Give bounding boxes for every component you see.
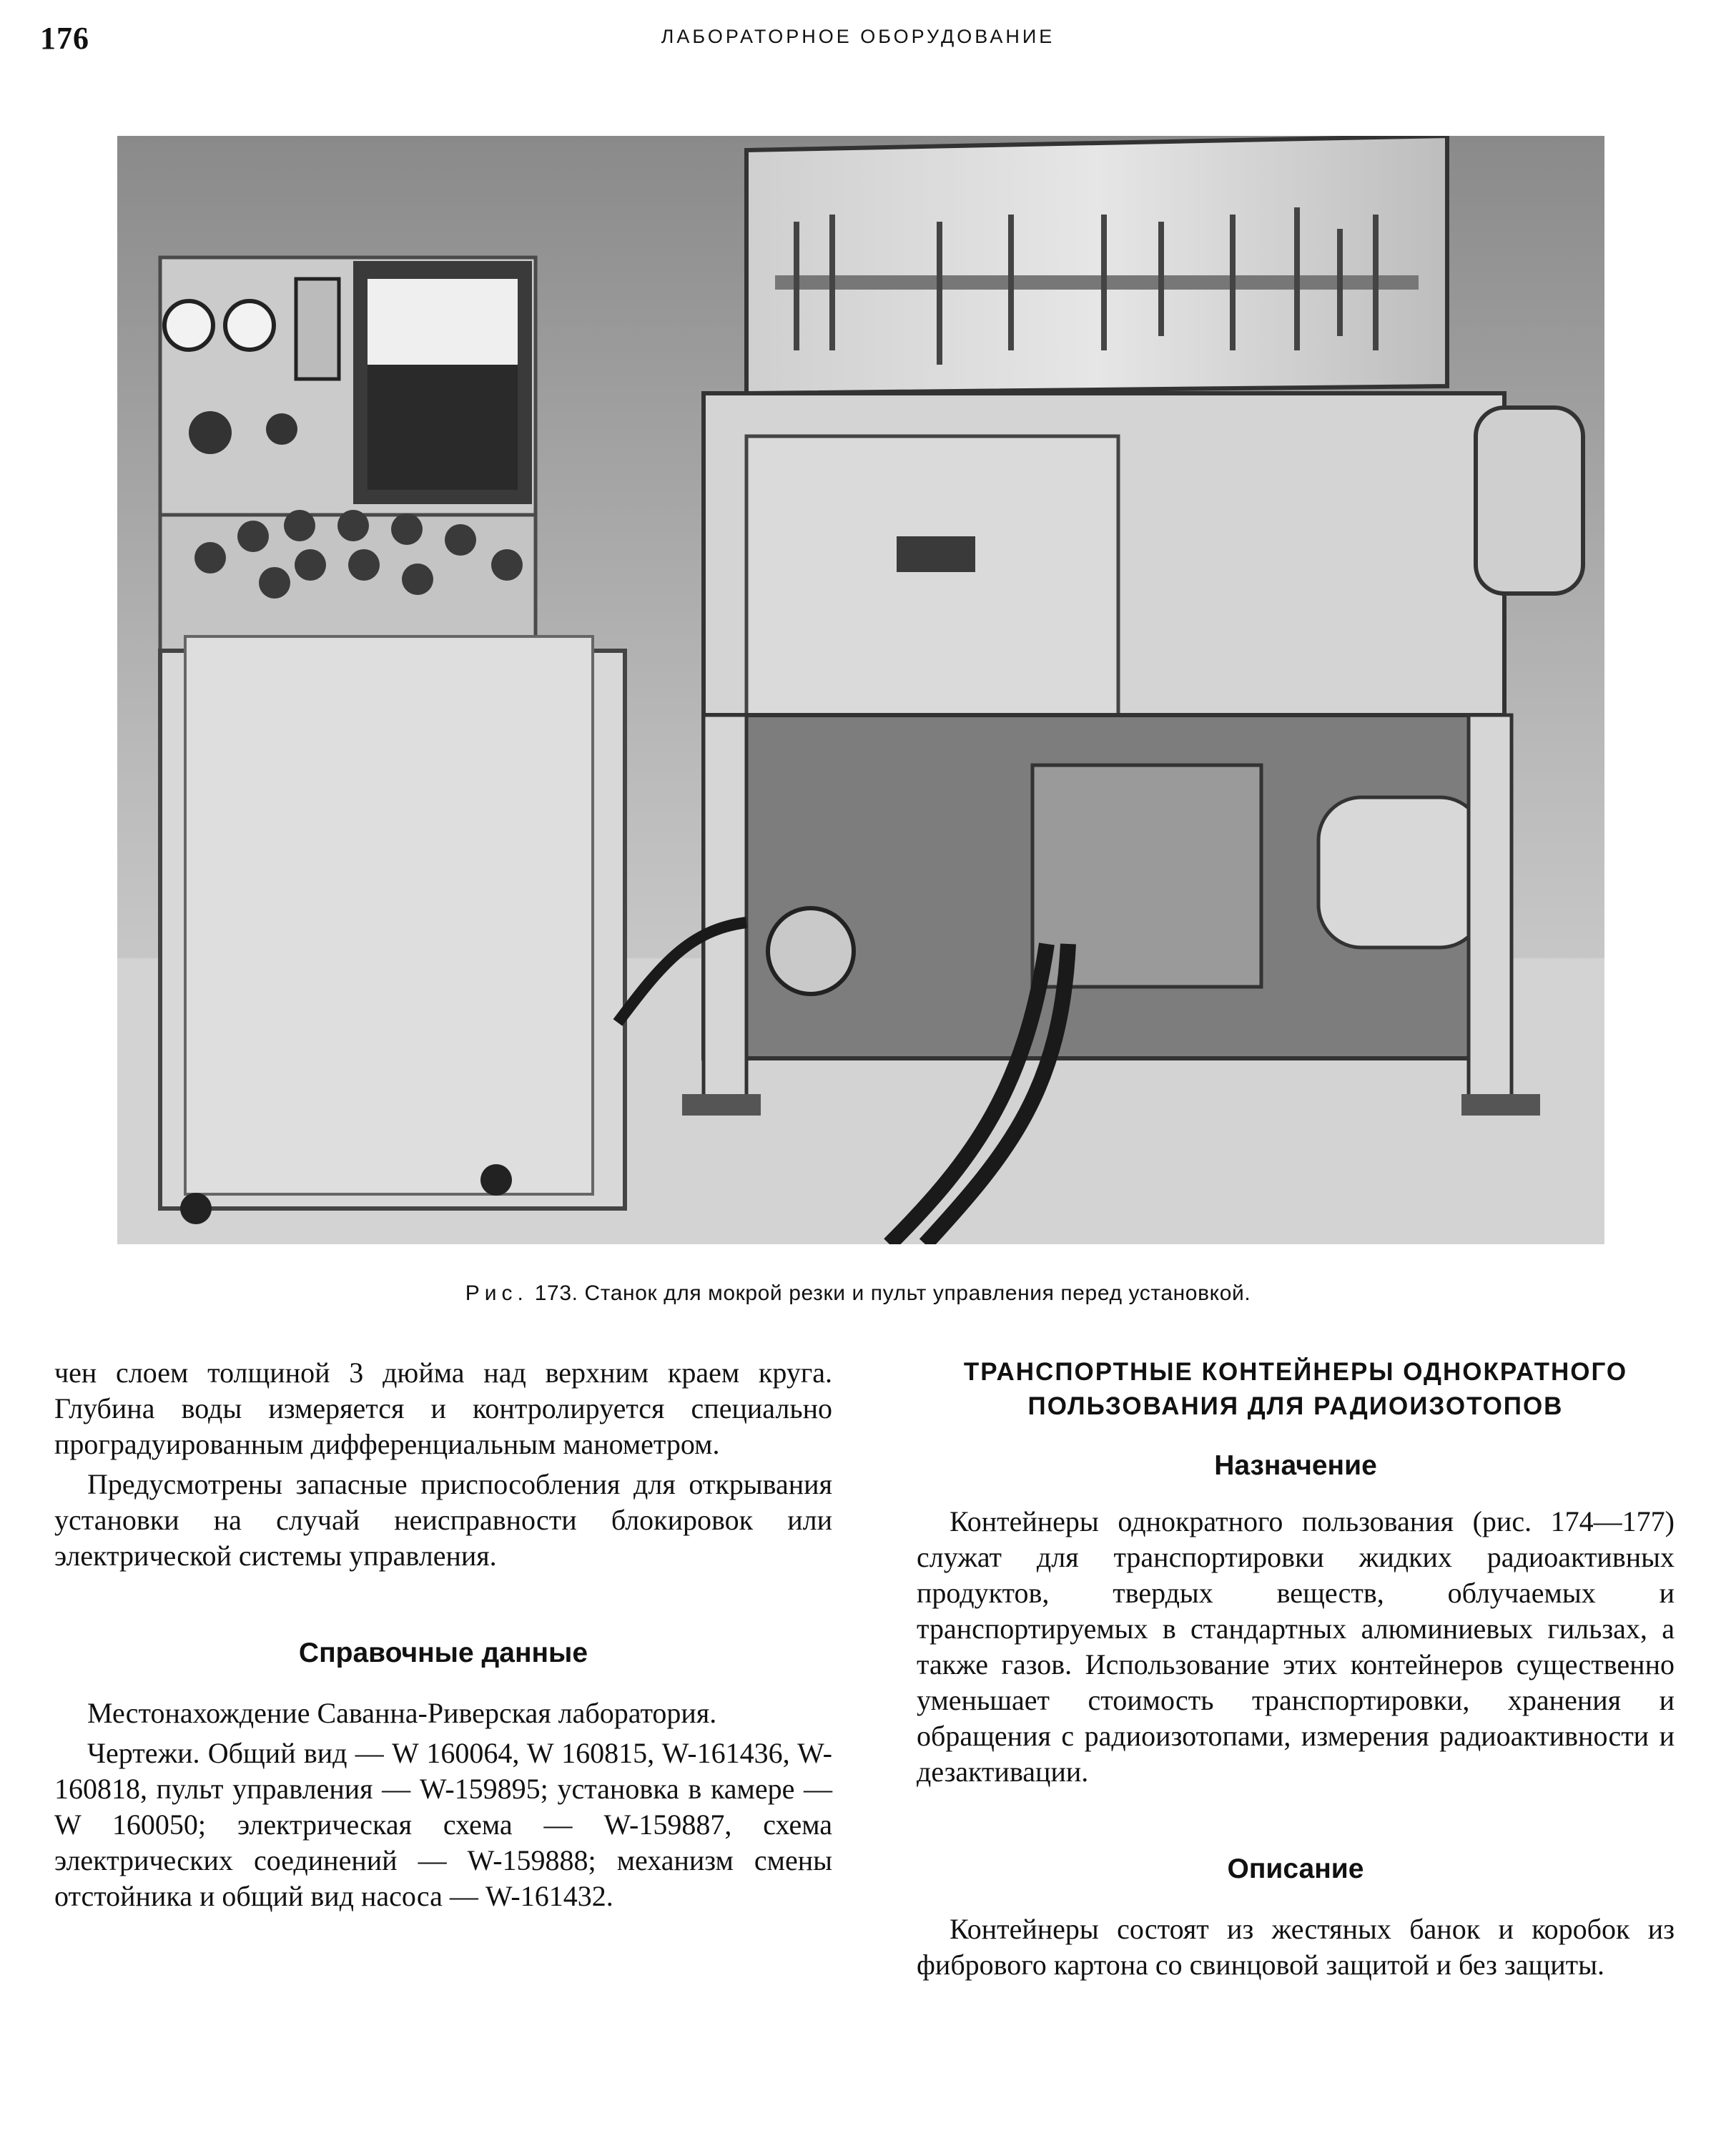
section-title: ТРАНСПОРТНЫЕ КОНТЕЙНЕРЫ ОДНОКРАТНОГО ПОЛЬЗОВАНИЯ ДЛЯ РАДИОИЗОТОПОВ	[963, 1358, 1628, 1420]
paragraph: Контейнеры однократного пользования (рис. 174—177) служат для транспортировки жидких радиоактивных продуктов, твердых веществ, облучаемых и транспортируемых в стандартных алюминиевых гильзах, а также газов. Использование этих контейнеров существенно уменьшает стоимость транспортировки, хранения и обращения с радиоизотопами, измерения радиоактивности и дезактивации.	[917, 1505, 1675, 1788]
paragraph: Чертежи. Общий вид — W 160064, W 160815, W-161436, W-160818, пульт управления — W-159895; установка в камере — W 160050; электрическая схема — W-159887, схема электрических соединений — W-159888; механизм смены отстойника и общий вид насоса — W-161432.	[54, 1737, 832, 1912]
figure-caption-prefix: Рис.	[465, 1281, 528, 1305]
paragraph: Контейнеры состоят из жестяных банок и коробок из фибрового картона со свинцовой защитой и без защиты.	[917, 1913, 1675, 1981]
photo-illustration	[117, 136, 1604, 1244]
page-number: 176	[40, 21, 89, 56]
running-title: ЛАБОРАТОРНОЕ ОБОРУДОВАНИЕ	[661, 26, 1055, 47]
paragraph: Предусмотрены запасные приспособления для открывания установки на случай неисправности блокировок или электрической системы управления.	[54, 1468, 832, 1572]
description-heading: Описание	[1227, 1854, 1364, 1884]
right-column	[917, 1355, 1675, 1983]
purpose-heading: Назначение	[1214, 1450, 1377, 1481]
paragraph: чен слоем толщиной 3 дюйма над верхним краем круга. Глубина воды измеряется и контролируется специально проградуированным дифференциальным манометром.	[54, 1357, 832, 1460]
figure-caption-text: 173. Станок для мокрой резки и пульт управления перед установкой.	[534, 1281, 1251, 1305]
paragraph: Местонахождение Саванна-Риверская лаборатория.	[87, 1697, 717, 1729]
reference-heading: Справочные данные	[298, 1638, 588, 1668]
figure-caption	[0, 1281, 1716, 1306]
figure-photo-wet-cutting-machine	[117, 136, 1604, 1244]
left-column	[54, 1355, 832, 1914]
